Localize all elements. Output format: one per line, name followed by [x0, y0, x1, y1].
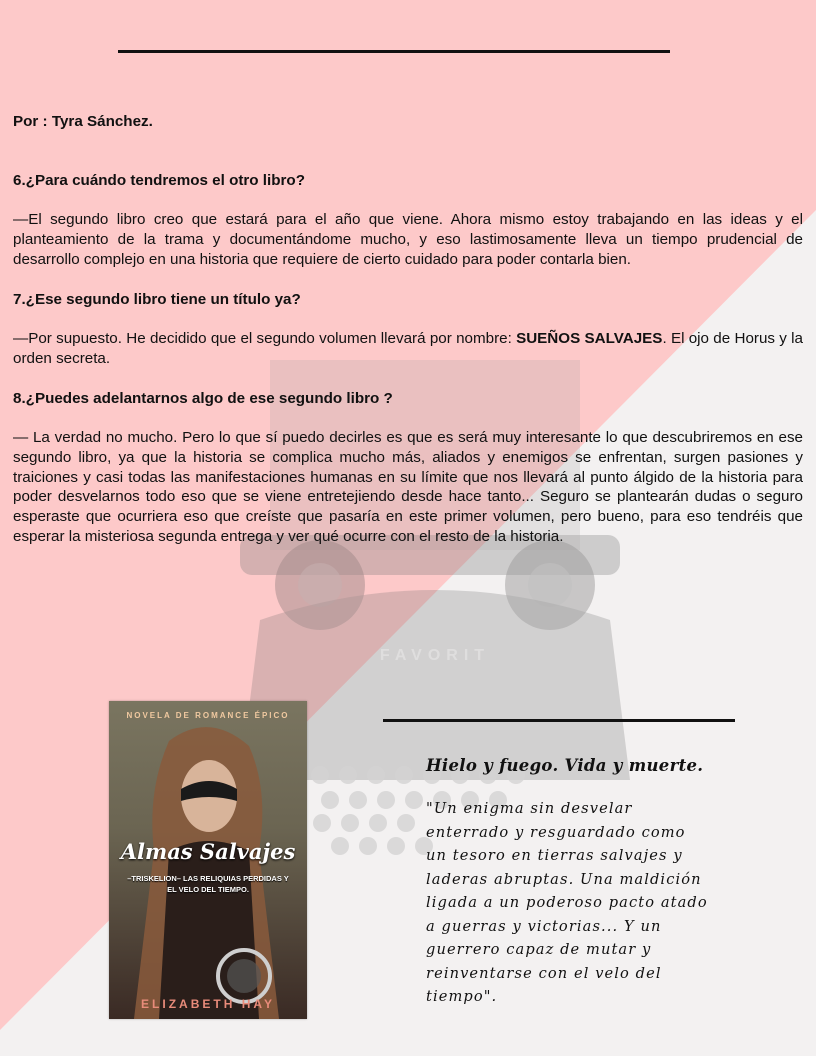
- answer-8: — La verdad no mucho. Pero lo que sí puedo decirles es que es será muy interesante lo que descubriremos en ese segundo libro, ya que la historia se complica mucho más, aliados y enemigos se enfrentan, surgen pasiones y traiciones y casi todas las manifestaciones humanas en su límite que nos llevará al punto álgido de la historia para poder desvelarnos todo eso que se viene entretejiendo desde hace tanto... Seguro se plantearán dudas o seguro esperaste que ocurriera eso que creíste que pasaría en este primer volumen, pero bueno, para eso tendréis que esperar la misteriosa segunda entrega y ver qué ocurre con el resto de la historia.: [13, 429, 803, 545]
- question-8: 8.¿Puedes adelantarnos algo de ese segundo libro ?: [13, 389, 393, 407]
- book-synopsis: [426, 756, 726, 1009]
- cover-title: Almas Salvajes: [120, 839, 296, 864]
- synopsis-heading: Hielo y fuego. Vida y muerte.: [426, 756, 704, 775]
- interview-article: [13, 112, 803, 567]
- cover-author: ELIZABETH HAY: [141, 997, 275, 1011]
- question-6: 6.¿Para cuándo tendremos el otro libro?: [13, 171, 305, 189]
- question-7: 7.¿Ese segundo libro tiene un título ya?: [13, 290, 301, 308]
- top-divider: [118, 50, 670, 53]
- answer-7-book-title: SUEÑOS SALVAJES: [516, 330, 663, 348]
- synopsis-divider: [383, 719, 735, 722]
- cover-subtitle: –TRISKELION– LAS RELIQUIAS PERDIDAS Y EL VELO DEL TIEMPO.: [127, 874, 289, 894]
- article-author: Por : Tyra Sánchez.: [13, 113, 153, 130]
- answer-7: [13, 329, 803, 368]
- cover-genre: NOVELA DE ROMANCE ÉPICO: [126, 711, 290, 720]
- answer-6: —El segundo libro creo que estará para el año que viene. Ahora mismo estoy trabajando en las ideas y el planteamiento de la trama y documentándome mucho, y eso lastimosamente lleva un tiempo prudencial de desarrollo complejo en una historia que requiere de cierto cuidado para poder contarla bien.: [13, 211, 803, 268]
- typewriter-brand: FAVORIT: [379, 647, 491, 664]
- answer-7-text-after: . El ojo de Horus y la orden secreta.: [13, 330, 803, 367]
- book-cover: [109, 701, 307, 1019]
- synopsis-text: "Un enigma sin desvelar enterrado y resguardado como un tesoro en tierras salvajes y laderas abruptas. Una maldición ligada a un poderoso pacto atado a guerras y victorias... Y un guerrero capaz de mutar y reinventarse con el velo del tiempo".: [426, 800, 708, 1005]
- answer-7-text-before: —Por supuesto. He decidido que el segundo volumen llevará por nombre:: [13, 330, 517, 348]
